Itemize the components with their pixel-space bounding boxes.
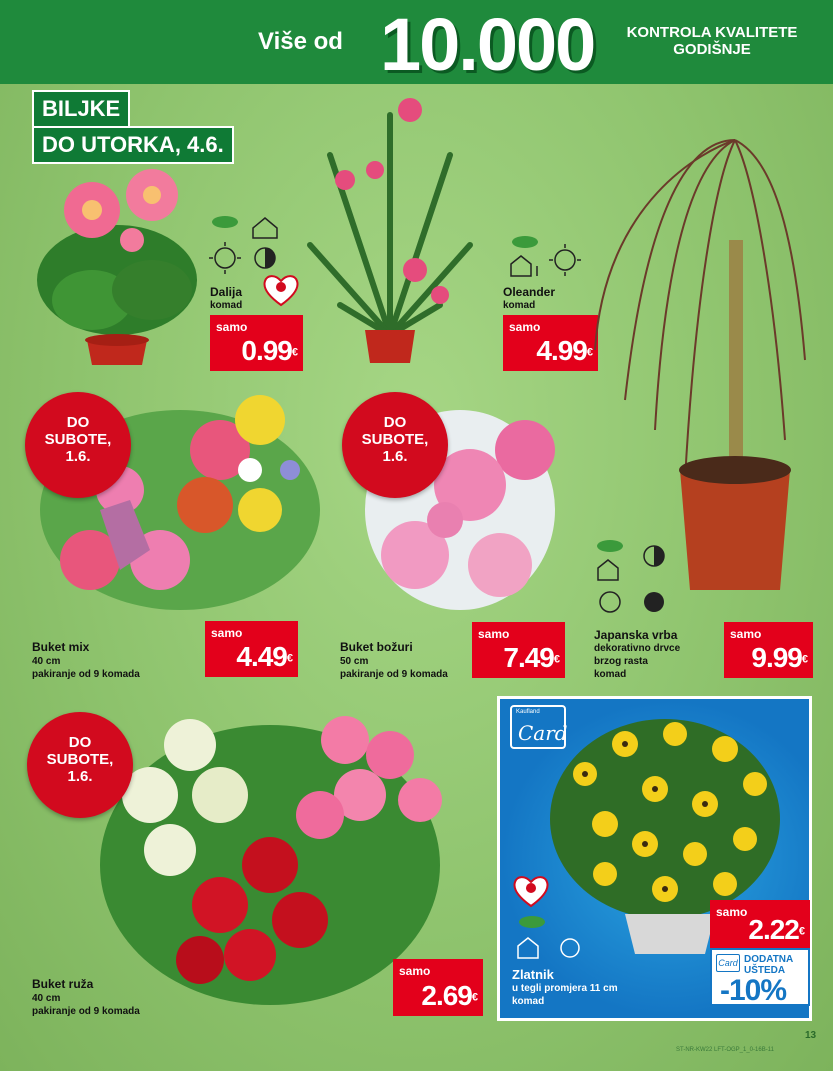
badge-line3: 1.6. (382, 448, 408, 465)
rose-name: Buket ruža (32, 977, 94, 991)
header-title (612, 24, 812, 58)
badge-line2: SUBOTE, (361, 431, 429, 448)
peony-samo: samo (478, 627, 510, 641)
oleander-price: 4.99€ (536, 335, 592, 366)
header-number: 10.000 (380, 3, 595, 86)
badge-line1: DO (68, 734, 92, 751)
header-title-line1: KONTROLA KVALITETE (626, 24, 798, 41)
willow-desc1: dekorativno drvce (594, 643, 681, 654)
sun-icon (207, 214, 243, 274)
zlatnik-name: Zlatnik (512, 967, 554, 982)
willow-samo: samo (730, 627, 762, 641)
willow-price-box (724, 622, 813, 678)
card-discount: -10% (720, 974, 787, 1007)
card-extra-label (744, 954, 793, 976)
dahlia-unit: komad (210, 300, 243, 311)
badge-line2: SUBOTE, (44, 431, 112, 448)
card-discount-box (710, 948, 810, 1006)
mix-name: Buket mix (32, 640, 90, 654)
sun-shade-icons (594, 538, 674, 618)
validity-tag: DO UTORKA, 4.6. (32, 126, 234, 164)
header-title-line2: GODIŠNJE (673, 41, 751, 58)
willow-icons (594, 538, 674, 623)
heart-badge-icon (512, 874, 550, 908)
rose-length: 40 cm (32, 993, 61, 1004)
willow-image (585, 100, 815, 595)
card-extra-line1: DODATNA (744, 954, 794, 965)
header-prefix: Više od (258, 28, 343, 55)
oleander-unit: komad (503, 300, 536, 311)
zlatnik-price-box (710, 900, 810, 950)
heart-badge-icon (262, 273, 300, 307)
rose-samo: samo (399, 964, 431, 978)
oleander-name: Oleander (503, 285, 556, 299)
peony-length: 50 cm (340, 656, 369, 667)
promo-badge-mix (25, 392, 131, 498)
peony-pack: pakiranje od 9 komada (340, 669, 448, 680)
house-icon (247, 214, 283, 274)
mix-pack: pakiranje od 9 komada (32, 669, 140, 680)
badge-line3: 1.6. (67, 768, 93, 785)
promo-badge-rose (27, 712, 133, 818)
card-mini-logo: Card (716, 954, 740, 972)
header-banner (0, 0, 833, 84)
peony-price-box (472, 622, 565, 678)
dahlia-samo: samo (216, 320, 248, 334)
dahlia-image (32, 160, 202, 370)
badge-line1: DO (66, 414, 90, 431)
mix-length: 40 cm (32, 656, 61, 667)
badge-line3: 1.6. (65, 448, 91, 465)
peony-name: Buket božuri (340, 640, 413, 654)
zlatnik-samo: samo (716, 905, 748, 919)
dahlia-price: 0.99€ (241, 335, 297, 366)
card-extra-line2: UŠTEDA (744, 965, 786, 976)
card-logo-small: Kaufland (516, 709, 540, 715)
willow-unit: komad (594, 669, 627, 680)
page-number: 13 (805, 1030, 817, 1041)
badge-line2: SUBOTE, (46, 751, 114, 768)
oleander-samo: samo (509, 320, 541, 334)
mix-samo: samo (211, 626, 243, 640)
rose-price: 2.69€ (421, 980, 477, 1011)
house-seedling-icon (507, 232, 543, 282)
oleander-icons (507, 232, 583, 287)
zlatnik-price: 2.22€ (748, 914, 804, 945)
zlatnik-unit: komad (512, 996, 545, 1007)
rose-pack: pakiranje od 9 komada (32, 1006, 140, 1017)
mix-price-box (205, 621, 298, 677)
mix-price: 4.49€ (236, 641, 292, 672)
rose-price-box (393, 959, 483, 1016)
zlatnik-desc: u tegli promjera 11 cm (512, 983, 618, 994)
peony-price: 7.49€ (503, 642, 559, 673)
badge-line1: DO (383, 414, 407, 431)
willow-desc2: brzog rasta (594, 656, 648, 667)
footer-code: ST-NR-KW22 LFT-OGP_1_0-16B-11 (676, 1047, 774, 1053)
dahlia-price-box (210, 315, 303, 371)
zlatnik-icons (512, 914, 587, 964)
promo-badge-peony (342, 392, 448, 498)
willow-price: 9.99€ (751, 642, 807, 673)
category-tag: BILJKE (32, 90, 130, 128)
card-logo-text: Card (518, 721, 568, 745)
sun-icon (547, 232, 583, 282)
dahlia-icons (207, 214, 283, 279)
oleander-price-box (503, 315, 598, 371)
oleander-image (300, 95, 480, 365)
dahlia-name: Dalija (210, 285, 243, 299)
willow-name: Japanska vrba (594, 628, 678, 642)
